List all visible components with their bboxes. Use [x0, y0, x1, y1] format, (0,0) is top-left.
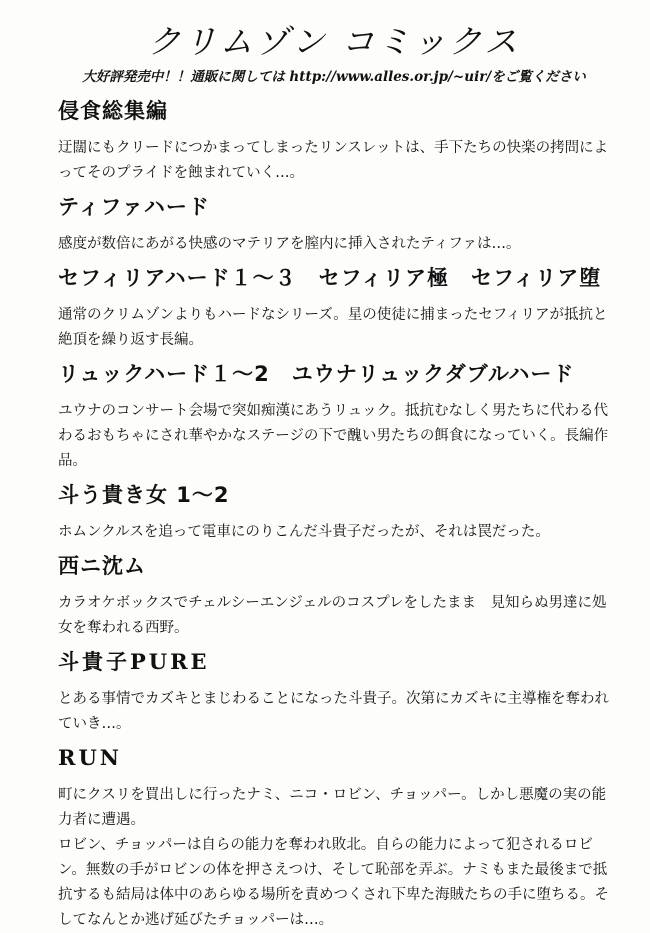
- entry-sephiria: [58, 265, 610, 353]
- entry-tifa-hard: [58, 194, 610, 257]
- entry-heading: 斗貴子PURE: [58, 649, 210, 674]
- entry-description: 町にクスリを買出しに行ったナミ、ニコ・ロビン、チョッパー。しかし悪魔の実の能力者に遭遇。: [58, 787, 607, 828]
- entry-description: ホムンクルスを追って電車にのりこんだ斗貴子だったが、それは罠だった。: [58, 524, 550, 540]
- entry-heading: 斗う貴き女 1～2: [58, 483, 230, 507]
- entry-description: 通常のクリムゾンよりもハードなシリーズ。星の使徒に捕まったセフィリアが抵抗と絶頂を繰り返す長編。: [58, 307, 608, 348]
- entry-description: ユウナのコンサート会場で突如痴漢にあうリュック。抵抗むなしく男たちに代わる代わるおもちゃにされ華やかなステージの下で醜い男たちの餌食になっていく。長編作品。: [58, 403, 609, 469]
- entry-shinshoku: [58, 98, 610, 186]
- entry-tatakau-toutoki: [58, 482, 610, 545]
- entry-heading: 侵食総集編: [58, 99, 168, 123]
- entry-description-continued: ロビン、チョッパーは自らの能力を奪われ敗北。自らの能力によって犯されるロビン。無数の手がロビンの体を押さえつけ、そして恥部を弄ぶ。ナミもまた最後まで抵抗するも結局は体中のあらゆる場所を責めつくされ下卑た海賊たちの手に堕ちる。そしてなんとか逃げ延びたチョッパーは…。: [58, 837, 609, 928]
- entry-heading: RUN: [58, 745, 122, 770]
- entry-heading: 西ニ沈ム: [58, 554, 146, 578]
- entry-run: [58, 745, 610, 933]
- page-title: クリムゾン コミックス: [147, 22, 521, 61]
- entry-description: 迂闊にもクリードにつかまってしまったリンスレットは、手下たちの快楽の拷問によってそのプライドを蝕まれていく…。: [58, 140, 609, 181]
- entry-nishi-ni-shizumu: [58, 553, 610, 641]
- entry-description: 感度が数倍にあがる快感のマテリアを膣内に挿入されたティファは…。: [58, 236, 521, 252]
- entry-heading: セフィリアハード１～３ セフィリア極 セフィリア堕: [58, 266, 602, 290]
- mail-order-notice: 大好評発売中！！通販に関しては http://www.alles.or.jp/~uir/をご覧ください: [82, 69, 586, 85]
- entry-description: カラオケボックスでチェルシーエンジェルのコスプレをしたまま 見知らぬ男達に処女を奪われる西野。: [58, 595, 607, 636]
- entry-heading: リュックハード１～2 ユウナリュックダブルハード: [58, 362, 575, 386]
- entry-tokiko-pure: [58, 649, 610, 737]
- entry-rikku-hard: [58, 361, 610, 474]
- entry-heading: ティファハード: [58, 195, 210, 219]
- entry-description: とある事情でカズキとまじわることになった斗貴子。次第にカズキに主導権を奪われていき…。: [58, 691, 609, 732]
